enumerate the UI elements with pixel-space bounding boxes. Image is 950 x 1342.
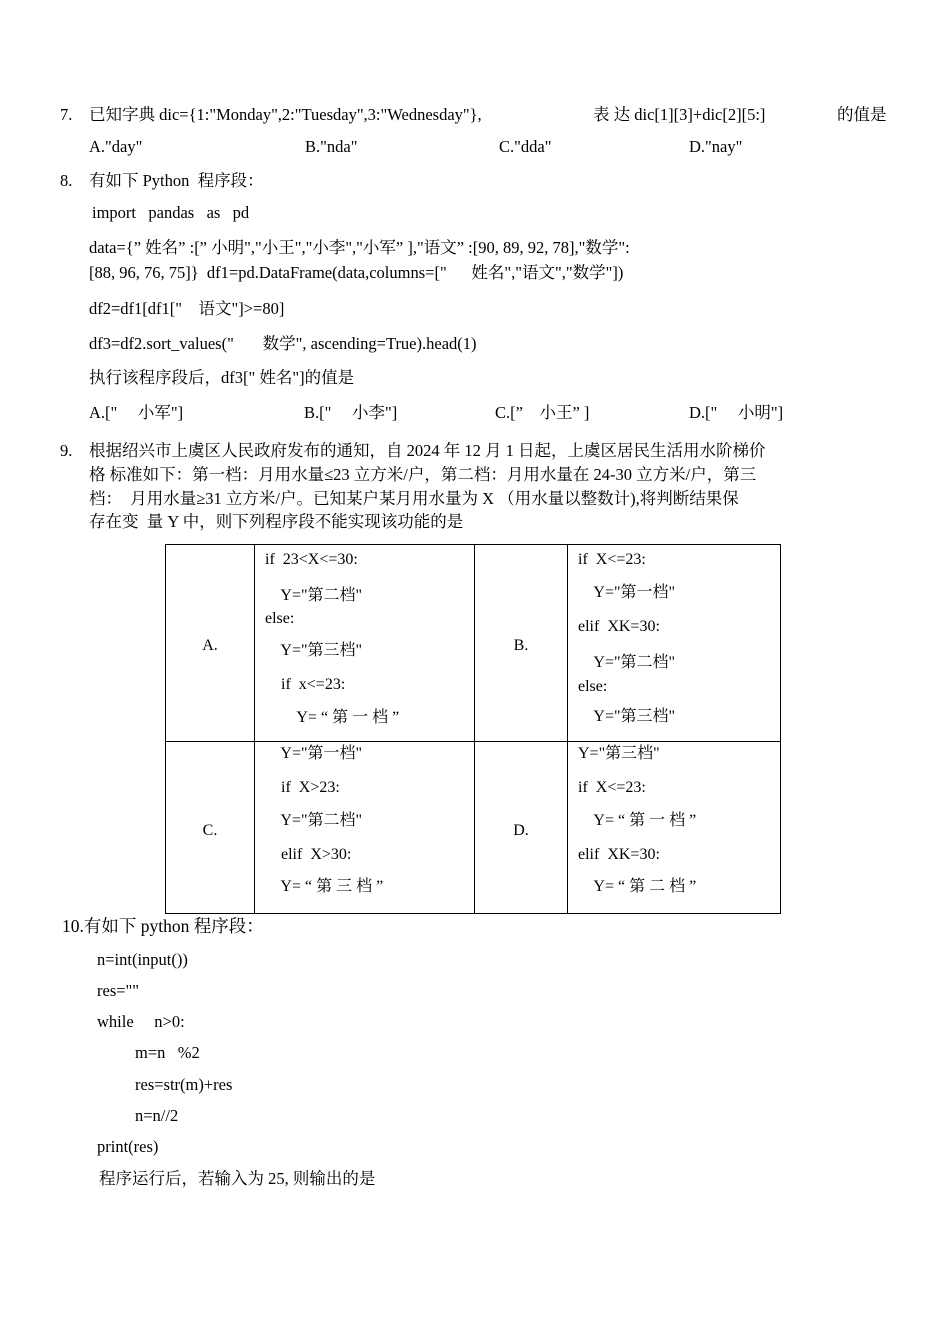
q9-stem-line: 档： 月用水量≥31 立方米/户。已知某户某月用水量为 X （用水量以整数计),将判断结果保: [89, 489, 739, 508]
q10-code-line: while n>0:: [97, 1012, 185, 1031]
q7-option-d: D."nay": [689, 137, 743, 156]
code-line: Y="第三档": [265, 642, 363, 659]
q9-option-c-label-cell: [166, 742, 255, 914]
q9-option-a-label-cell: [166, 545, 255, 742]
q10-code-line: res="": [97, 981, 140, 1000]
code-line: Y= “ 第 二 档 ”: [578, 878, 697, 895]
q8-option-a: A.[" 小军"]: [89, 403, 184, 422]
q10-stem: 10.有如下 python 程序段：: [62, 916, 264, 936]
code-line: Y= “ 第 一 档 ”: [578, 812, 697, 829]
code-line: if 23<X<=30:: [265, 551, 358, 568]
code-line: else:: [578, 678, 608, 695]
q9-option-d-code: [568, 742, 781, 914]
code-line: Y="第三档": [578, 745, 660, 762]
q8-number: 8.: [60, 171, 73, 190]
code-line: Y="第二档": [265, 587, 363, 604]
q9-options-table: [165, 544, 781, 914]
q8-code-line: import pandas as pd: [92, 203, 250, 222]
code-line: if X<=23:: [578, 779, 646, 796]
q9-option-b-label: B.: [513, 637, 529, 654]
q10-question: 程序运行后，若输入为 25, 则输出的是: [99, 1169, 376, 1188]
q10-code-line: res=str(m)+res: [135, 1075, 233, 1094]
code-line: elif X>30:: [265, 846, 352, 863]
q9-stem-line: 格 标准如下：第一档：月用水量≤23 立方米/户，第二档：月用水量在 24-30 立方米/户，第三: [89, 465, 757, 484]
q7-option-c: C."dda": [499, 137, 552, 156]
code-line: Y="第二档": [578, 654, 676, 671]
q9-stem-line: 根据绍兴市上虞区人民政府发布的通知，自 2024 年 12 月 1 日起，上虞区居民生活用水阶梯价: [89, 441, 766, 460]
q7-stem-tail: 的值是: [837, 105, 887, 124]
q7-option-b: B."nda": [305, 137, 358, 156]
q10-code-line: n=n//2: [135, 1106, 179, 1125]
q8-option-b: B.[" 小李"]: [304, 403, 398, 422]
code-line: else:: [265, 610, 295, 627]
q9-stem-line: 存在变 量 Y 中，则下列程序段不能实现该功能的是: [89, 512, 464, 531]
code-line: Y="第一档": [265, 745, 363, 762]
q10-code-line: n=int(input()): [97, 950, 188, 969]
q8-stem: 有如下 Python 程序段：: [89, 171, 264, 190]
code-line: Y="第二档": [265, 812, 363, 829]
code-line: if X>23:: [265, 779, 340, 796]
q8-code-line: df3=df2.sort_values(" 数学", ascending=True).head(1): [89, 334, 477, 353]
q9-option-b-label-cell: [475, 545, 568, 742]
q8-option-d: D.[" 小明"]: [689, 403, 784, 422]
q7-stem-expression: 表 达 dic[1][3]+dic[2][5:]: [593, 105, 766, 124]
q8-code-line: data={” 姓名” :[” 小明","小王","小李","小军” ],"语文” :[90, 89, 92, 78],"数学":: [89, 238, 630, 257]
q10-code-line: print(res): [97, 1137, 159, 1156]
code-line: if X<=23:: [578, 551, 646, 568]
q9-option-a-code: [255, 545, 475, 742]
code-line: elif XK=30:: [578, 846, 660, 863]
q9-option-a-label: A.: [202, 637, 218, 654]
q9-option-d-label: D.: [513, 822, 529, 839]
q8-option-c: C.[” 小王” ]: [495, 403, 590, 422]
code-line: Y= “ 第 一 档 ”: [265, 709, 400, 726]
q7-number: 7.: [60, 105, 73, 124]
q7-stem: 已知字典 dic={1:"Monday",2:"Tuesday",3:"Wednesday"},: [89, 105, 482, 124]
q7-option-a: A."day": [89, 137, 143, 156]
q8-code-line: df2=df1[df1[" 语文"]>=80]: [89, 299, 285, 318]
q9-option-c-code: [255, 742, 475, 914]
q9-option-c-label: C.: [202, 822, 218, 839]
q9-option-b-code: [568, 545, 781, 742]
code-line: Y= “ 第 三 档 ”: [265, 878, 384, 895]
q8-question: 执行该程序段后，df3[" 姓名"]的值是: [89, 368, 355, 387]
q8-code-line: [88, 96, 76, 75]} df1=pd.DataFrame(data,columns=[" 姓名","语文","数学"]): [89, 263, 624, 282]
code-line: if x<=23:: [265, 676, 346, 693]
q10-code-line: m=n %2: [135, 1043, 200, 1062]
code-line: Y="第三档": [578, 708, 676, 725]
q9-option-d-label-cell: [475, 742, 568, 914]
q9-number: 9.: [60, 441, 73, 460]
code-line: elif XK=30:: [578, 618, 660, 635]
code-line: Y="第一档": [578, 584, 676, 601]
